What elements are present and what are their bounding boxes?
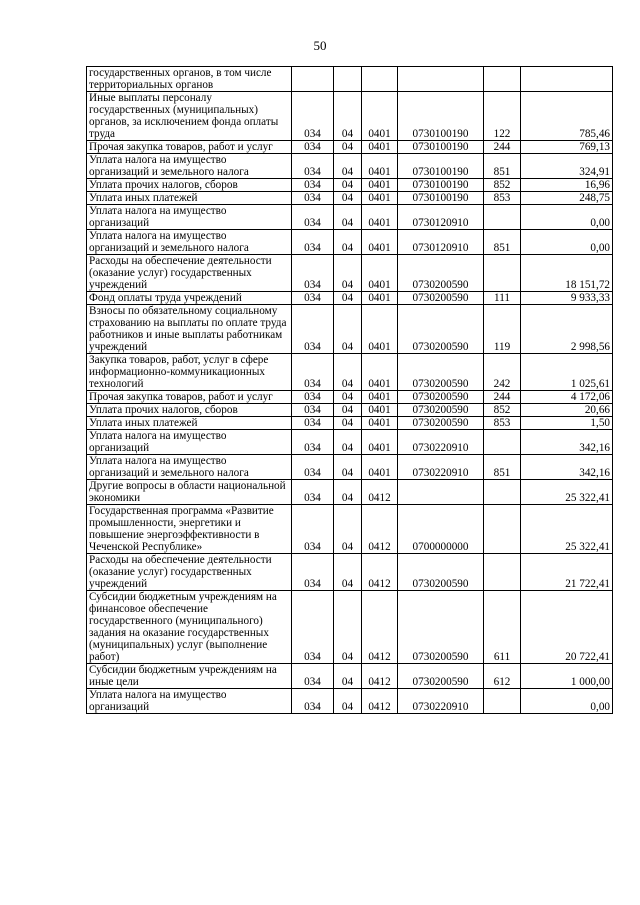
row-grbs: 034	[292, 480, 334, 505]
row-amount: 4 172,06	[521, 391, 613, 404]
row-section: 04	[334, 354, 362, 391]
row-subsection: 0401	[362, 404, 398, 417]
row-target-code: 0730120910	[398, 205, 484, 230]
row-name: Субсидии бюджетным учреждениям на иные цели	[87, 664, 292, 689]
table-row	[87, 591, 613, 664]
row-grbs: 034	[292, 154, 334, 179]
row-expense-type	[484, 430, 521, 455]
row-section: 04	[334, 480, 362, 505]
row-target-code: 0730200590	[398, 591, 484, 664]
row-amount: 9 933,33	[521, 292, 613, 305]
row-target-code: 0730220910	[398, 430, 484, 455]
table-row	[87, 689, 613, 714]
row-expense-type: 851	[484, 455, 521, 480]
row-grbs: 034	[292, 305, 334, 354]
row-grbs: 034	[292, 417, 334, 430]
row-grbs: 034	[292, 192, 334, 205]
row-section: 04	[334, 230, 362, 255]
row-amount: 21 722,41	[521, 554, 613, 591]
row-section: 04	[334, 391, 362, 404]
row-grbs: 034	[292, 430, 334, 455]
row-section: 04	[334, 179, 362, 192]
row-grbs: 034	[292, 292, 334, 305]
row-target-code: 0730200590	[398, 255, 484, 292]
row-name: Фонд оплаты труда учреждений	[87, 292, 292, 305]
row-amount: 0,00	[521, 689, 613, 714]
row-subsection: 0401	[362, 417, 398, 430]
row-expense-type: 122	[484, 92, 521, 141]
row-section	[334, 67, 362, 92]
row-target-code: 0730200590	[398, 391, 484, 404]
row-target-code	[398, 67, 484, 92]
row-subsection: 0412	[362, 689, 398, 714]
table-row	[87, 505, 613, 554]
row-grbs: 034	[292, 141, 334, 154]
row-expense-type: 242	[484, 354, 521, 391]
table-row	[87, 391, 613, 404]
row-section: 04	[334, 205, 362, 230]
row-name: Уплата иных платежей	[87, 192, 292, 205]
row-subsection	[362, 67, 398, 92]
row-grbs: 034	[292, 230, 334, 255]
row-subsection: 0412	[362, 480, 398, 505]
row-name: Уплата налога на имущество организаций	[87, 430, 292, 455]
row-amount: 1 025,61	[521, 354, 613, 391]
row-target-code: 0700000000	[398, 505, 484, 554]
row-subsection: 0401	[362, 141, 398, 154]
row-amount: 16,96	[521, 179, 613, 192]
row-target-code: 0730200590	[398, 354, 484, 391]
page-number: 50	[313, 38, 327, 53]
row-grbs: 034	[292, 92, 334, 141]
row-expense-type: 612	[484, 664, 521, 689]
table-row	[87, 255, 613, 292]
row-amount: 248,75	[521, 192, 613, 205]
row-target-code	[398, 480, 484, 505]
row-expense-type: 851	[484, 154, 521, 179]
row-amount: 20,66	[521, 404, 613, 417]
row-section: 04	[334, 404, 362, 417]
row-grbs: 034	[292, 554, 334, 591]
row-expense-type	[484, 505, 521, 554]
table-row	[87, 179, 613, 192]
row-name: Прочая закупка товаров, работ и услуг	[87, 141, 292, 154]
row-amount: 1 000,00	[521, 664, 613, 689]
row-amount	[521, 67, 613, 92]
row-subsection: 0401	[362, 305, 398, 354]
row-subsection: 0401	[362, 192, 398, 205]
row-section: 04	[334, 154, 362, 179]
row-target-code: 0730200590	[398, 417, 484, 430]
row-grbs: 034	[292, 664, 334, 689]
table-row	[87, 664, 613, 689]
table-row	[87, 354, 613, 391]
row-target-code: 0730220910	[398, 689, 484, 714]
row-section: 04	[334, 664, 362, 689]
row-amount: 342,16	[521, 455, 613, 480]
row-target-code: 0730200590	[398, 554, 484, 591]
row-name: Прочая закупка товаров, работ и услуг	[87, 391, 292, 404]
row-subsection: 0401	[362, 230, 398, 255]
row-section: 04	[334, 554, 362, 591]
table-row	[87, 417, 613, 430]
row-name: Закупка товаров, работ, услуг в сфере информационно-коммуникационных технологий	[87, 354, 292, 391]
row-section: 04	[334, 430, 362, 455]
row-section: 04	[334, 141, 362, 154]
row-section: 04	[334, 591, 362, 664]
row-section: 04	[334, 292, 362, 305]
row-amount: 25 322,41	[521, 505, 613, 554]
row-target-code: 0730200590	[398, 292, 484, 305]
row-name: Уплата налога на имущество организаций	[87, 205, 292, 230]
row-expense-type: 119	[484, 305, 521, 354]
row-section: 04	[334, 92, 362, 141]
row-expense-type: 852	[484, 179, 521, 192]
row-grbs: 034	[292, 404, 334, 417]
row-grbs: 034	[292, 455, 334, 480]
row-name: государственных органов, в том числе территориальных органов	[87, 67, 292, 92]
row-name: Уплата прочих налогов, сборов	[87, 404, 292, 417]
row-subsection: 0412	[362, 554, 398, 591]
row-grbs: 034	[292, 255, 334, 292]
row-amount: 0,00	[521, 230, 613, 255]
row-target-code: 0730100190	[398, 179, 484, 192]
row-target-code: 0730200590	[398, 305, 484, 354]
row-section: 04	[334, 305, 362, 354]
row-section: 04	[334, 417, 362, 430]
row-name: Субсидии бюджетным учреждениям на финансовое обеспечение государственного (муниципального) задания на оказание государственных (муниципальных) услуг (выполнение работ)	[87, 591, 292, 664]
row-expense-type: 853	[484, 417, 521, 430]
row-name: Взносы по обязательному социальному страхованию на выплаты по оплате труда работников и иные выплаты работникам учреждений	[87, 305, 292, 354]
row-name: Уплата налога на имущество организаций и земельного налога	[87, 154, 292, 179]
row-section: 04	[334, 455, 362, 480]
table-row	[87, 230, 613, 255]
row-target-code: 0730100190	[398, 141, 484, 154]
row-subsection: 0401	[362, 179, 398, 192]
row-grbs: 034	[292, 205, 334, 230]
row-amount: 0,00	[521, 205, 613, 230]
row-target-code: 0730200590	[398, 404, 484, 417]
row-name: Уплата налога на имущество организаций	[87, 689, 292, 714]
table-row	[87, 205, 613, 230]
row-name: Уплата прочих налогов, сборов	[87, 179, 292, 192]
row-grbs: 034	[292, 179, 334, 192]
row-expense-type: 852	[484, 404, 521, 417]
row-target-code: 0730100190	[398, 192, 484, 205]
row-target-code: 0730120910	[398, 230, 484, 255]
row-amount: 769,13	[521, 141, 613, 154]
row-amount: 324,91	[521, 154, 613, 179]
row-subsection: 0401	[362, 92, 398, 141]
table-row	[87, 404, 613, 417]
row-expense-type: 244	[484, 391, 521, 404]
row-expense-type: 851	[484, 230, 521, 255]
row-subsection: 0401	[362, 430, 398, 455]
row-expense-type	[484, 689, 521, 714]
row-target-code: 0730220910	[398, 455, 484, 480]
table-row	[87, 141, 613, 154]
row-subsection: 0401	[362, 205, 398, 230]
budget-table	[86, 66, 613, 714]
row-amount: 20 722,41	[521, 591, 613, 664]
row-grbs	[292, 67, 334, 92]
row-section: 04	[334, 505, 362, 554]
row-expense-type: 853	[484, 192, 521, 205]
row-name: Расходы на обеспечение деятельности (оказание услуг) государственных учреждений	[87, 255, 292, 292]
row-target-code: 0730100190	[398, 154, 484, 179]
row-name: Другие вопросы в области национальной экономики	[87, 480, 292, 505]
table-row	[87, 554, 613, 591]
row-subsection: 0401	[362, 292, 398, 305]
table-row	[87, 480, 613, 505]
row-section: 04	[334, 192, 362, 205]
table-row	[87, 192, 613, 205]
row-expense-type	[484, 205, 521, 230]
row-grbs: 034	[292, 591, 334, 664]
row-grbs: 034	[292, 391, 334, 404]
table-row	[87, 455, 613, 480]
table-row	[87, 92, 613, 141]
row-name: Расходы на обеспечение деятельности (оказание услуг) государственных учреждений	[87, 554, 292, 591]
row-subsection: 0401	[362, 354, 398, 391]
row-grbs: 034	[292, 505, 334, 554]
row-grbs: 034	[292, 689, 334, 714]
row-subsection: 0412	[362, 664, 398, 689]
row-subsection: 0401	[362, 154, 398, 179]
row-amount: 785,46	[521, 92, 613, 141]
table-row	[87, 305, 613, 354]
row-grbs: 034	[292, 354, 334, 391]
table-row	[87, 292, 613, 305]
row-target-code: 0730200590	[398, 664, 484, 689]
row-section: 04	[334, 255, 362, 292]
row-name: Уплата налога на имущество организаций и земельного налога	[87, 230, 292, 255]
row-expense-type	[484, 480, 521, 505]
row-expense-type	[484, 255, 521, 292]
row-name: Уплата налога на имущество организаций и земельного налога	[87, 455, 292, 480]
row-amount: 2 998,56	[521, 305, 613, 354]
row-subsection: 0401	[362, 455, 398, 480]
table-row	[87, 154, 613, 179]
row-subsection: 0401	[362, 391, 398, 404]
table-row	[87, 67, 613, 92]
row-amount: 342,16	[521, 430, 613, 455]
row-subsection: 0412	[362, 591, 398, 664]
row-amount: 1,50	[521, 417, 613, 430]
row-amount: 18 151,72	[521, 255, 613, 292]
row-amount: 25 322,41	[521, 480, 613, 505]
row-target-code: 0730100190	[398, 92, 484, 141]
row-expense-type: 611	[484, 591, 521, 664]
row-expense-type: 244	[484, 141, 521, 154]
row-section: 04	[334, 689, 362, 714]
row-name: Уплата иных платежей	[87, 417, 292, 430]
row-name: Государственная программа «Развитие промышленности, энергетики и повышение энергоэффективности в Чеченской Республике»	[87, 505, 292, 554]
row-name: Иные выплаты персоналу государственных (муниципальных) органов, за исключением фонда оплаты труда	[87, 92, 292, 141]
row-subsection: 0412	[362, 505, 398, 554]
row-expense-type	[484, 554, 521, 591]
row-expense-type	[484, 67, 521, 92]
row-expense-type: 111	[484, 292, 521, 305]
table-row	[87, 430, 613, 455]
row-subsection: 0401	[362, 255, 398, 292]
